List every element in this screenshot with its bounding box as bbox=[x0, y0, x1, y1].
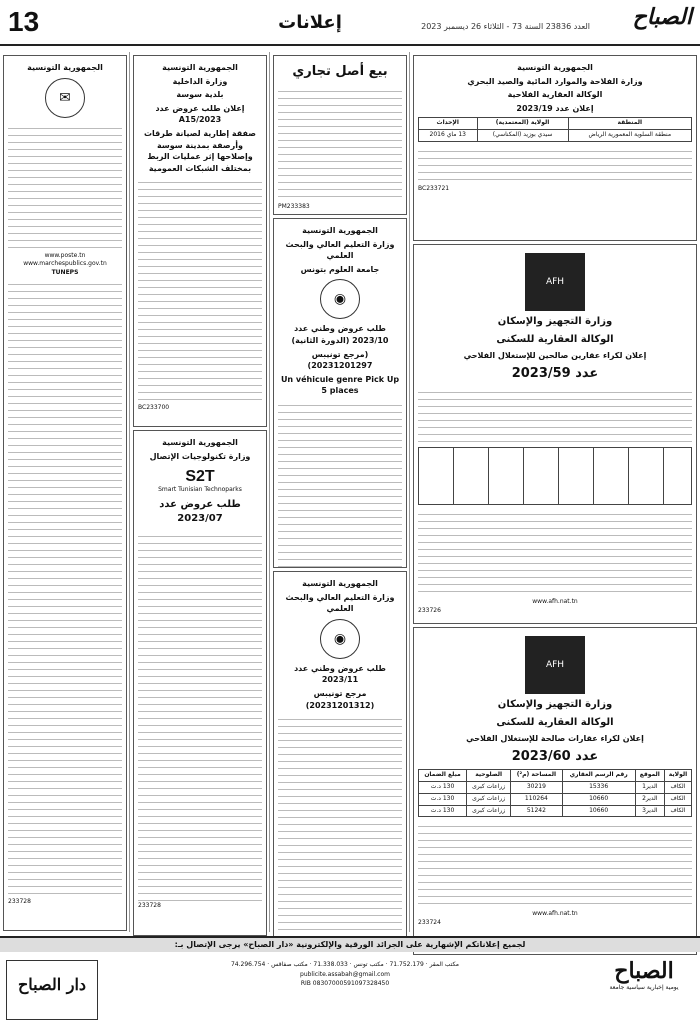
ad-title: إعلان طلب عروض عدد 2023/A15 bbox=[155, 103, 245, 125]
university-logo: ◉ bbox=[320, 279, 360, 319]
footer-office-2: مكتب تونس bbox=[353, 961, 384, 968]
ad-ministry: وزارة التعليم العالي والبحث العلمي bbox=[285, 592, 395, 614]
footer-contacts: مكتب المقر · 71.752.179 · مكتب تونس · 71.338.033 · مكتب صفاقس · 74.296.754 publicite.assabah@gmail.com RIB 08307000591097328450 bbox=[230, 961, 460, 988]
ad-website[interactable]: www.afh.nat.tn bbox=[532, 598, 578, 606]
ad-ministry: وزارة التعليم العالي والبحث العلمي bbox=[285, 239, 395, 261]
page-header bbox=[0, 0, 700, 46]
ad-agency: الوكالة العقارية للسكنى bbox=[496, 333, 614, 345]
footer-phone-2: 71.338.033 bbox=[313, 961, 348, 968]
ad-university-tender-10 bbox=[273, 218, 407, 568]
ad-housing-agency-59 bbox=[413, 244, 697, 624]
ad-ref: 233724 bbox=[418, 918, 441, 926]
ad-body: بلدية سوسة bbox=[176, 90, 224, 100]
footer-email[interactable]: publicite.assabah@gmail.com bbox=[300, 970, 390, 978]
ad-body-text bbox=[138, 530, 262, 902]
section-title: إعلانات bbox=[278, 12, 342, 33]
footer-banner: لجميع إعلاناتكم الإشهارية على الجرائد الورقية والإلكترونية «دار الصباح» يرجى الإتصال بـ: bbox=[0, 938, 700, 952]
footer-office-1: مكتب المقر bbox=[429, 961, 460, 968]
ad-agency: الوكالة العقارية للسكنى bbox=[496, 716, 614, 728]
ad-title: إعلان لكراء عقارات صالحة للإستغلال الفلاحي bbox=[466, 734, 644, 743]
ad-ministry: وزارة الداخلية bbox=[172, 76, 228, 86]
issue-info: العدد 23836 السنة 73 - الثلاثاء 26 ديسمبر 2023 bbox=[421, 22, 590, 31]
footer-rib: RIB 08307000591097328450 bbox=[300, 980, 390, 988]
s2t-logo-sub: Smart Tunisian Technoparks bbox=[158, 486, 242, 494]
ad-ministry: وزارة تكنولوجيات الإتصال bbox=[149, 451, 251, 461]
footer-logo-left: دار الصباح bbox=[6, 960, 98, 1020]
poste-logo: ✉ bbox=[45, 78, 85, 118]
ad-table: المنطقة الولاية (المعتمدية) الإحداث منطقة السلوية المعمورية الرياض سيدي بوزيد (المكناسي) 13 ماي 2016 bbox=[418, 117, 692, 141]
ad-body-text bbox=[418, 508, 692, 598]
ad-body: جامعة العلوم بتونس bbox=[300, 264, 380, 274]
ad-body-text bbox=[278, 713, 402, 949]
ad-intro-text bbox=[418, 386, 692, 444]
footer-office-3: مكتب صفاقس bbox=[271, 961, 308, 968]
ad-website[interactable]: www.afh.nat.tn bbox=[532, 910, 578, 918]
ad-body-text bbox=[278, 85, 402, 203]
ad-subtitle: صفقة إطارية لصيانة طرقات وأرصفة بمدينة سوسة وإصلاحها إثر عمليات الربط بمختلف الشبكات العمومية bbox=[144, 128, 256, 173]
column-3 bbox=[129, 52, 270, 932]
ad-ministry: وزارة الفلاحة والموارد المائية والصيد البحري bbox=[467, 76, 643, 86]
ad-republic: الجمهورية التونسية bbox=[27, 63, 103, 72]
ad-s2t-tender bbox=[133, 430, 267, 936]
ad-number: عدد 2023/59 bbox=[511, 365, 599, 381]
university-logo: ◉ bbox=[320, 619, 360, 659]
ad-title: بيع أصل تجاري bbox=[292, 64, 388, 79]
ad-republic: الجمهورية التونسية bbox=[302, 579, 378, 588]
s2t-logo: S2T bbox=[185, 468, 215, 486]
footer-logo-right: الصباح يومية إخبارية سياسية جامعة bbox=[594, 958, 694, 991]
ad-body-text bbox=[138, 176, 262, 404]
ad-body-text bbox=[418, 820, 692, 910]
ad-university-tender-11 bbox=[273, 571, 407, 949]
ad-poste-tender bbox=[3, 55, 127, 931]
ad-website-2[interactable]: www.marchespublics.gov.tn bbox=[23, 260, 107, 268]
ad-body-text bbox=[8, 278, 122, 898]
ad-title: طلب عروض عدد 2023/07 bbox=[159, 498, 241, 525]
ad-republic: الجمهورية التونسية bbox=[162, 63, 238, 72]
ad-ref: 233726 bbox=[418, 607, 441, 615]
ad-intro-text bbox=[8, 122, 122, 252]
afh-logo: AFH bbox=[525, 636, 585, 694]
ad-website[interactable]: www.poste.tn bbox=[44, 251, 86, 259]
ad-body-text bbox=[278, 399, 402, 568]
ad-ref: BC233700 bbox=[138, 404, 170, 412]
column-4 bbox=[0, 52, 130, 932]
page-footer bbox=[0, 936, 700, 1024]
ad-number: طلب عروض وطني عدد 2023/11 bbox=[294, 663, 386, 685]
ad-agency: الوكالة العقارية الفلاحية bbox=[507, 90, 603, 100]
ad-business-sale bbox=[273, 55, 407, 215]
newspaper-logo: الصباح bbox=[632, 4, 692, 30]
ad-ref-code: مرجع تونيبس (20231201312) bbox=[305, 688, 375, 710]
footer-phone-1: 71.752.179 bbox=[389, 961, 424, 968]
ad-ref: 233728 bbox=[8, 897, 31, 905]
ad-ministry: وزارة التجهيز والإسكان bbox=[497, 316, 613, 327]
ad-table: الولاية الموقع رقم الرسم العقاري المساحة (م²) الصلوحية مبلغ الضمان الكاف الدير1 15336 30219 زراعات كبرى 130 د.ت الكاف الدير2 10660 110264 زراعات كبرى 130 د.ت الكاف الدير3 10660 51242 زراعات كبرى 130 د.ت bbox=[418, 769, 692, 817]
ad-notice: إعلان عدد 2023/19 bbox=[516, 103, 594, 113]
ad-republic: الجمهورية التونسية bbox=[302, 226, 378, 235]
ad-number: عدد 2023/60 bbox=[511, 748, 599, 764]
ad-housing-agency-60 bbox=[413, 627, 697, 955]
ad-ref: PM233383 bbox=[278, 202, 310, 210]
ad-ref-code: (مرجع تونيبس 20231201297) bbox=[307, 349, 373, 371]
ad-body-text bbox=[418, 145, 692, 185]
footer-phone-3: 74.296.754 bbox=[230, 961, 266, 968]
ad-title: إعلان لكراء عقارين صالحين للإستغلال الفلاحي bbox=[463, 351, 647, 360]
ad-ministry: وزارة التجهيز والإسكان bbox=[497, 699, 613, 710]
ad-vehicle: Un véhicule genre Pick Up 5 places bbox=[280, 374, 400, 396]
column-2 bbox=[269, 52, 410, 932]
ad-ref: 233728 bbox=[138, 901, 161, 909]
afh-logo: AFH bbox=[525, 253, 585, 311]
column-1 bbox=[409, 52, 700, 932]
page-number: 13 bbox=[8, 6, 40, 37]
ad-republic: الجمهورية التونسية bbox=[517, 63, 593, 72]
ad-republic: الجمهورية التونسية bbox=[162, 438, 238, 447]
ad-table bbox=[418, 447, 692, 505]
ad-ref: BC233721 bbox=[418, 184, 450, 192]
ad-tuneps: TUNEPS bbox=[51, 268, 79, 276]
footer-tagline: يومية إخبارية سياسية جامعة bbox=[609, 984, 679, 991]
ad-agriculture-agency bbox=[413, 55, 697, 241]
ad-sousse-municipality bbox=[133, 55, 267, 427]
ad-number: طلب عروض وطني عدد 2023/10 (الدورة الثانية) bbox=[291, 324, 389, 345]
